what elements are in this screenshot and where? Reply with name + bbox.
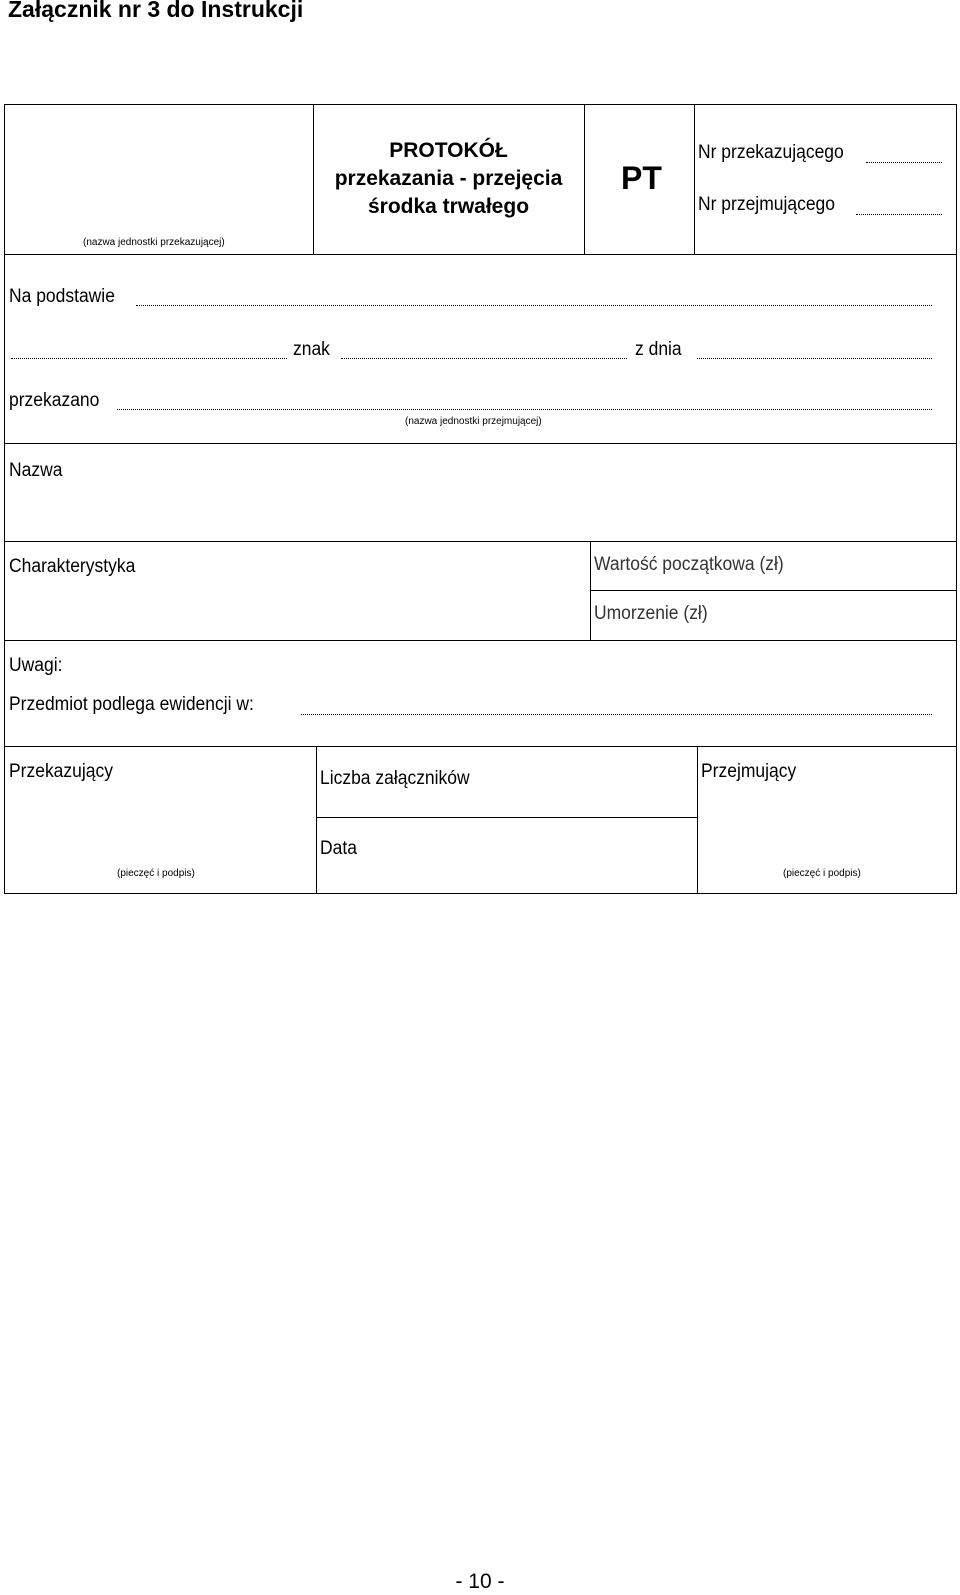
divider	[956, 541, 957, 640]
nr-receiver-field[interactable]	[856, 213, 942, 215]
document-title-cell	[313, 105, 584, 254]
characteristics-cell[interactable]	[5, 541, 590, 640]
basis-field[interactable]	[136, 304, 932, 306]
attachment-title: Załącznik nr 3 do Instrukcji	[8, 0, 304, 22]
transfer-protocol-form	[4, 104, 957, 894]
unit-hint: (nazwa jednostki przekazującej)	[83, 237, 225, 248]
registry-label: Przedmiot podlega ewidencji w:	[9, 694, 254, 715]
transferor-unit-cell[interactable]	[5, 105, 313, 254]
divider	[956, 105, 957, 254]
divider	[956, 443, 957, 541]
initial-value-label: Wartość początkowa (zł)	[594, 554, 784, 575]
nr-transferor-field[interactable]	[866, 161, 942, 163]
remarks-label: Uwagi:	[9, 655, 63, 676]
date-cell[interactable]	[316, 818, 697, 892]
depreciation-label: Umorzenie (zł)	[594, 603, 708, 624]
sign-field[interactable]	[341, 357, 627, 359]
receiver-label: Przejmujący	[701, 761, 797, 782]
date-field-label: Data	[320, 838, 357, 859]
transferor-label: Przekazujący	[9, 761, 113, 782]
divider	[956, 254, 957, 444]
divider	[5, 640, 957, 641]
receiver-signature-cell[interactable]	[697, 746, 956, 892]
receiver-unit-hint: (nazwa jednostki przejmującej)	[405, 416, 542, 427]
basis-label: Na podstawie	[9, 286, 115, 307]
divider	[956, 640, 957, 746]
registry-field[interactable]	[301, 713, 932, 715]
transferred-label: przekazano	[9, 390, 100, 411]
initial-value-cell[interactable]	[590, 541, 956, 591]
nr-receiver-label: Nr przejmującego	[698, 194, 835, 215]
stamp-sign-hint: (pieczęć i podpis)	[117, 868, 195, 879]
attachments-cell[interactable]	[316, 746, 697, 817]
page-number: - 10 -	[455, 1570, 505, 1593]
basis-continuation-field[interactable]	[11, 357, 287, 359]
nr-transferor-label: Nr przekazującego	[698, 142, 844, 163]
document-title-line2: przekazania - przejęcia	[334, 167, 563, 190]
characteristics-label: Charakterystyka	[9, 556, 136, 577]
transferor-signature-cell[interactable]	[5, 746, 316, 892]
attachments-label: Liczba załączników	[320, 768, 470, 789]
date-label: z dnia	[635, 339, 682, 360]
divider	[5, 254, 957, 255]
stamp-sign-hint: (pieczęć i podpis)	[783, 868, 861, 879]
document-title-line1: PROTOKÓŁ	[389, 139, 508, 162]
numbers-cell	[694, 105, 956, 254]
document-code: PT	[621, 160, 662, 196]
name-cell[interactable]	[5, 443, 956, 541]
date-field[interactable]	[697, 357, 932, 359]
name-label: Nazwa	[9, 460, 63, 481]
transferred-field[interactable]	[117, 408, 932, 410]
divider	[956, 746, 957, 893]
sign-label: znak	[293, 339, 330, 360]
document-code-cell	[584, 105, 694, 254]
depreciation-cell[interactable]	[590, 591, 956, 640]
document-title-line3: środka trwałego	[367, 195, 530, 218]
